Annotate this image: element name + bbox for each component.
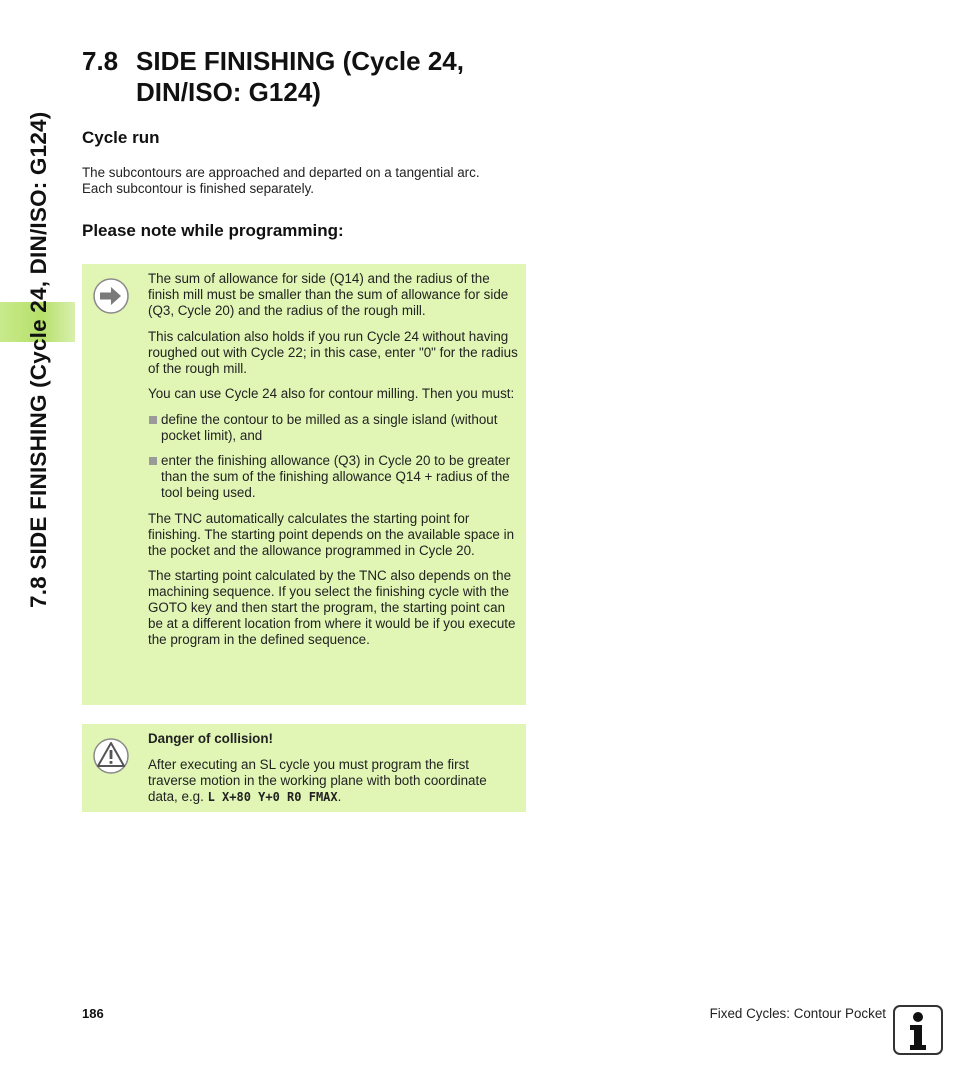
code-example: L X+80 Y+0 R0 FMAX: [207, 789, 338, 804]
chapter-title: Fixed Cycles: Contour Pocket: [709, 1006, 886, 1021]
bullet-item: [148, 412, 518, 444]
note-paragraph-3: You can use Cycle 24 also for contour milling. Then you must:: [148, 386, 515, 401]
bullet-text: define the contour to be milled as a single island (without pocket limit), and: [161, 411, 498, 443]
bullet-square-icon: [149, 416, 157, 424]
info-icon: [893, 1005, 943, 1055]
warning-text-body: After executing an SL cycle you must program the first traverse motion in the working plane with both coordinate data, e.g.: [148, 756, 487, 804]
bullet-square-icon: [149, 457, 157, 465]
warning-text: [148, 757, 518, 805]
title-line-2: DIN/ISO: G124): [136, 77, 321, 107]
page-number: 186: [82, 1006, 104, 1021]
cycle-run-line-1: The subcontours are approached and departed on a tangential arc.: [82, 165, 480, 180]
note-paragraph-4: The TNC automatically calculates the starting point for finishing. The starting point depends on the available space in the pocket and the allowance programmed in Cycle 20.: [148, 510, 515, 558]
note-box: [82, 264, 526, 705]
section-number: 7.8: [82, 46, 119, 76]
cycle-run-text: [82, 165, 522, 197]
warning-box: [82, 724, 526, 812]
cycle-run-line-2: Each subcontour is finished separately.: [82, 181, 314, 196]
side-section-title: 7.8 SIDE FINISHING (Cycle 24, DIN/ISO: G124): [26, 111, 51, 608]
cycle-run-heading: Cycle run: [82, 128, 160, 147]
warning-triangle-icon: [92, 737, 130, 775]
note-paragraph-2: This calculation also holds if you run Cycle 24 without having roughed out with Cycle 22; in this case, enter "0" for the radius of the rough mill.: [148, 328, 518, 376]
note-content: [148, 271, 518, 658]
note-paragraph-1: The sum of allowance for side (Q14) and the radius of the finish mill must be smaller than the sum of allowance for side (Q3, Cycle 20) and the radius of the rough mill.: [148, 271, 509, 318]
page-title: [82, 46, 464, 108]
bullet-text: enter the finishing allowance (Q3) in Cycle 20 to be greater than the sum of the finishing allowance Q14 + radius of the tool being used.: [161, 453, 511, 500]
bullet-item: [148, 453, 518, 501]
warning-content: [148, 731, 518, 805]
title-line-1: SIDE FINISHING (Cycle 24,: [136, 46, 464, 76]
note-paragraph-5: The starting point calculated by the TNC also depends on the machining sequence. If you select the finishing cycle with the GOTO key and then start the program, the starting point can be at a different location from where it would be if you execute the program in the defined sequence.: [148, 568, 516, 647]
arrow-right-icon: [92, 277, 130, 315]
warning-title: Danger of collision!: [148, 731, 273, 746]
warning-text-end: .: [337, 788, 342, 804]
programming-heading: Please note while programming:: [82, 221, 344, 240]
